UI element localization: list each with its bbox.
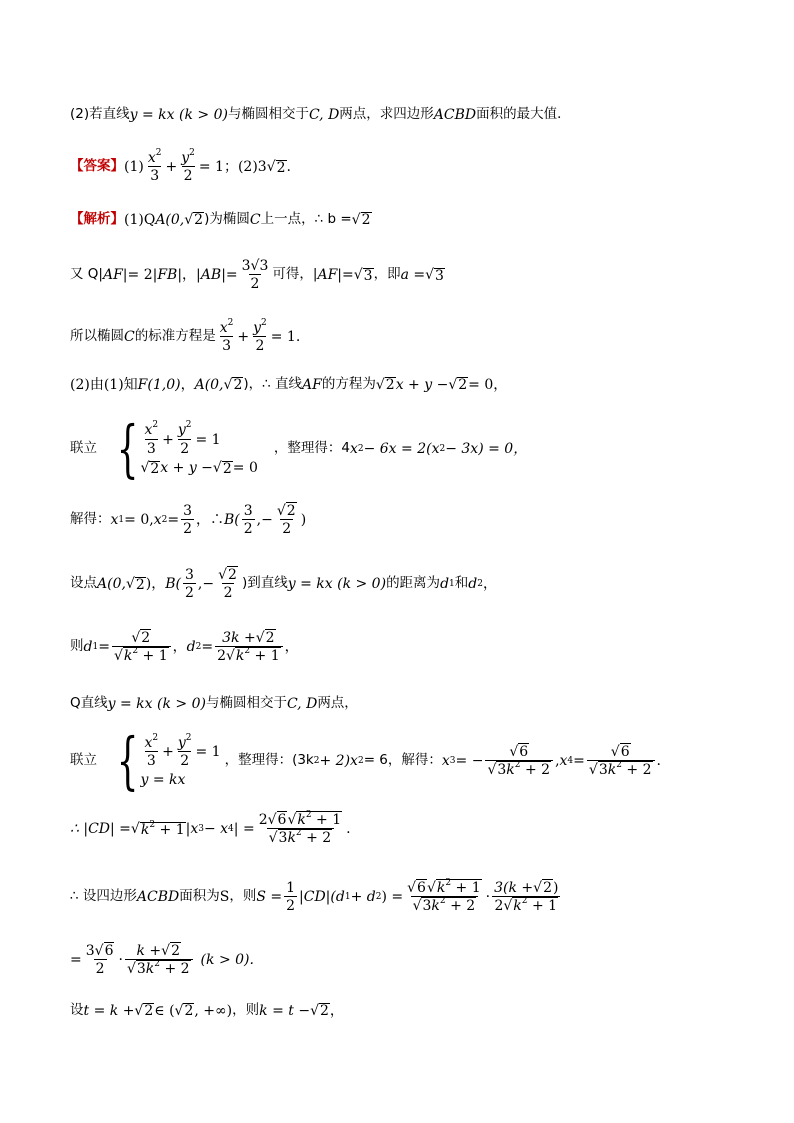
answer-line: 【答案】 (1) $\frac{x^2}{3}$ + $\frac{y^2}{2}$ = 1；(2)3 √ 2 . [70, 148, 291, 185]
solution-line-5: (2)由(1)知 F(1,0) ， A(0, √ 2 )，∴ 直线 AF 的方程为 √ 2 x + y − √ 2 = 0， [70, 375, 508, 393]
solution-line-4: 所以椭圆 C 的标准方程是 $\frac{x^2}{3}$ + $\frac{y^2}{2}$ = 1. [70, 318, 301, 355]
fraction: $\frac{3√3}{2}$ [241, 258, 269, 293]
solution-line-6: 联立 { $\frac{x^2}{3}$ + $\frac{y^2}{2}$ = 1 √ 2 x + y − √ 2 = 0 ，整理得：4 x 2 − 6x = 2(x 2 − 3x) = 0， [70, 412, 528, 485]
solution-line-13: ∴ 设四边形 ACBD 面积为 S ，则 S = $\frac{1}{2}$ |CD|(d 1 + d 2 ) = $\frac{√6√k^2 + 1}{√3k^2 + 2}$ · $\frac{3(k +√2)}{2√k^2 + 1}$ [70, 878, 559, 915]
answer-tag: 【答案】 [70, 158, 124, 175]
analysis-line: 【解析】 (1)Q A(0, √ 2 )为椭圆 C 上一点，∴ b = √ 2 [70, 210, 371, 228]
solution-line-7: 解得： x 1 = 0, x 2 = $\frac{3}{2}$ ，∴ B( $\frac{3}{2}$ ,− $\frac{√2}{2}$ ) [70, 503, 307, 538]
solution-line-3: 又 Q| AF |= 2| FB |，| AB |= $\frac{3√3}{2}$ 可得，| AF |= √ 3 ，即 a = √ 3 [70, 258, 444, 293]
fraction: $\frac{x^2}{3}$ [147, 148, 162, 185]
solution-line-12: ∴ |CD| = √ $k^2 + 1$ |x 3 − x 4 | = $\frac{2√6√k^2 + 1}{√3k^2 + 2}$ . [70, 810, 351, 847]
equation-system: { $\frac{x^2}{3}$ + $\frac{y^2}{2}$ = 1 y = kx [116, 724, 221, 797]
solution-line-11: 联立 { $\frac{x^2}{3}$ + $\frac{y^2}{2}$ = 1 y = kx ，整理得：(3k 2 + 2)x 2 = 6，解得： x 3 = − $\frac{√6}{√3k^2 + 2}$ , x 4 = $\frac{√6}{√3k^2 + 2}$ . [70, 724, 661, 797]
equation-system: { $\frac{x^2}{3}$ + $\frac{y^2}{2}$ = 1 √ 2 x + y − √ 2 = 0 [116, 412, 258, 485]
fraction: $\frac{x^2}{3}$ [219, 318, 234, 355]
solution-line-15: 设 t = k + √ 2 ∈ ( √ 2 , +∞) ，则 k = t − √ 2 ， [70, 1001, 344, 1019]
solution-line-8: 设点 A(0, √ 2 )， B( $\frac{3}{2}$ ,− $\frac{√2}{2}$ )到直线 y = kx (k > 0) 的距离为 d 1 和 d 2 ， [70, 567, 497, 602]
fraction: $\frac{y^2}{2}$ [181, 148, 195, 185]
solution-line-10: Q直线 y = kx (k > 0) 与椭圆相交于 C, D 两点， [70, 695, 358, 712]
analysis-tag: 【解析】 [70, 210, 124, 227]
question-part2: (2)若直线 y = kx (k > 0) 与椭圆相交于 C, D 两点，求四边形 ACBD 面积的最大值． [70, 106, 571, 123]
solution-line-9: 则 d 1 = $\frac{√2}{√k^2 + 1}$ ， d 2 = $\frac{3k +√2}{2√k^2 + 1}$ ， [70, 630, 299, 665]
fraction: $\frac{y^2}{2}$ [253, 318, 267, 355]
solution-line-14: = $\frac{3√6}{2}$ · $\frac{k +√2}{√3k^2 + 2}$ (k > 0). [70, 943, 254, 978]
